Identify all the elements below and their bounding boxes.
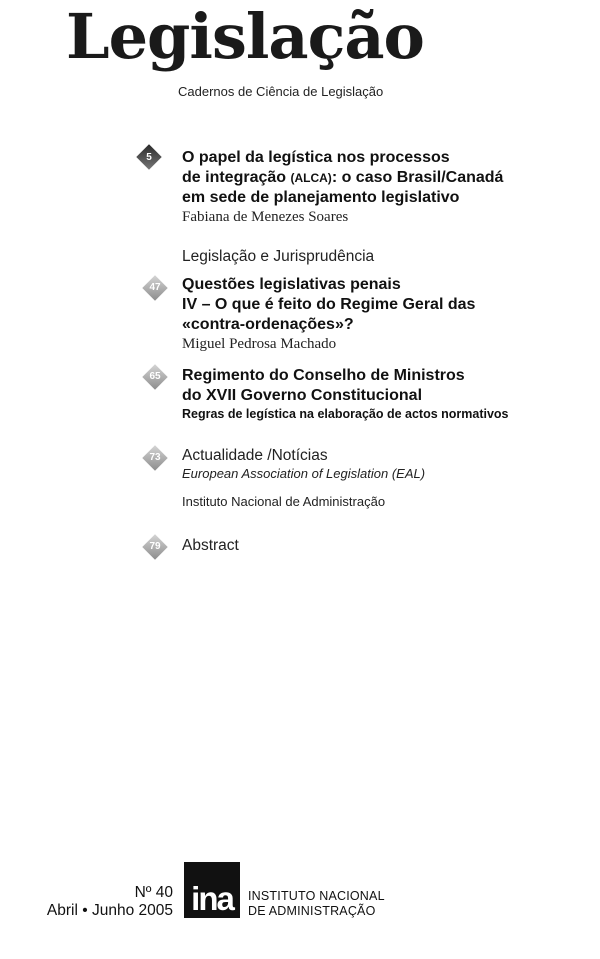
issue-info [47, 884, 173, 920]
journal-title: Legislação [66, 0, 424, 73]
article-author: Fabiana de Menezes Soares [182, 209, 349, 225]
article-title: Questões legislativas penais IV – O que é feito do Regime Geral das «contra-ordenações»? [182, 276, 476, 333]
article-subtitle: Regras de legística na elaboração de actos normativos [182, 407, 509, 421]
issue-number: Nº 40 [134, 884, 173, 901]
section-heading: Actualidade /Notícias [182, 447, 328, 464]
news-item: European Association of Legislation (EAL) [182, 466, 426, 481]
article-title: O papel da legística nos processos de integração (ALCA): o caso Brasil/Canadá em sede de planejamento legislativo [182, 149, 504, 206]
page-number: 5 [146, 152, 152, 163]
article-author: Miguel Pedrosa Machado [182, 336, 337, 352]
ina-logo-letters: ina [191, 880, 233, 917]
article-title: Regimento do Conselho de Ministros do XVII Governo Constitucional [182, 367, 465, 404]
page-number: 47 [149, 282, 161, 293]
page-number: 73 [149, 452, 161, 463]
ina-logo [184, 862, 240, 918]
page-number: 65 [149, 371, 161, 382]
institute-name: INSTITUTO NACIONAL DE ADMINISTRAÇÃO [248, 889, 385, 918]
news-item: Instituto Nacional de Administração [182, 494, 386, 509]
section-heading: Legislação e Jurisprudência [182, 248, 375, 265]
page-number: 79 [149, 541, 161, 552]
journal-subtitle: Cadernos de Ciência de Legislação [178, 84, 384, 99]
issue-date: Abril • Junho 2005 [46, 902, 173, 919]
section-heading: Abstract [182, 537, 239, 554]
